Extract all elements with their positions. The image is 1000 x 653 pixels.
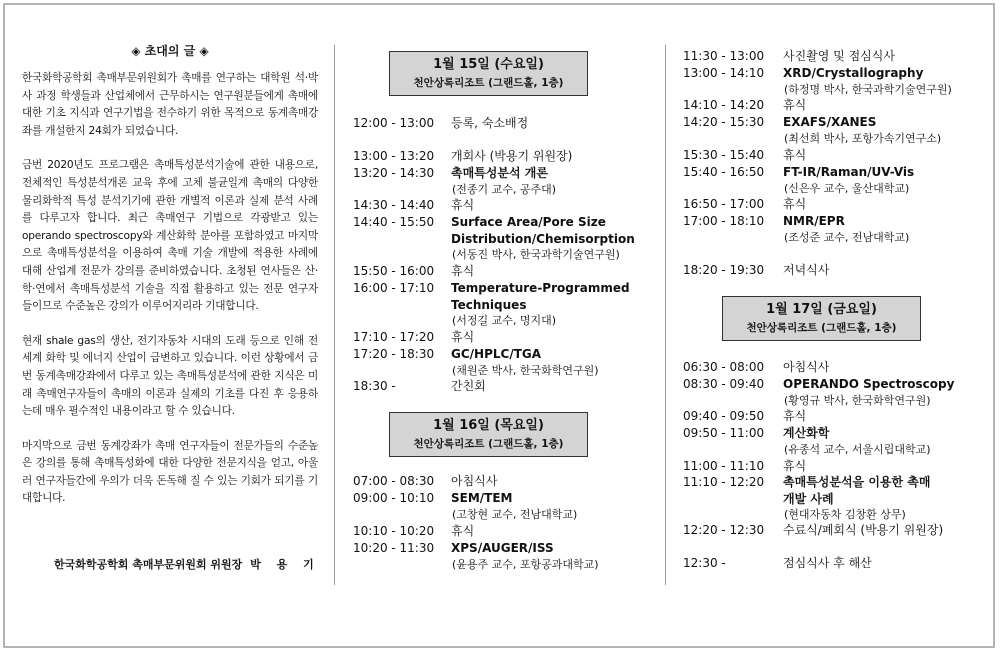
schedule-event: 휴식 (451, 330, 475, 344)
schedule-time: 15:30 - 15:40 (683, 148, 765, 162)
schedule-time: 17:10 - 17:20 (353, 330, 435, 344)
schedule-event: OPERANDO Spectroscopy (783, 377, 955, 391)
schedule-event: 휴식 (451, 264, 475, 278)
schedule-time: 09:40 - 09:50 (683, 409, 765, 423)
schedule-event: 계산화학 (783, 426, 830, 440)
schedule-speaker: (고창현 교수, 전남대학교) (452, 507, 578, 521)
schedule-event: 휴식 (783, 197, 807, 211)
day-venue: 천안상록리조트 (그랜드홀, 1층) (746, 322, 897, 334)
schedule-time: 15:40 - 16:50 (683, 165, 765, 179)
schedule-event: 휴식 (783, 98, 807, 112)
schedule-time: 17:20 - 18:30 (353, 347, 435, 361)
schedule-event: 수료식/폐회식 (박용기 위원장) (783, 523, 944, 537)
schedule-time: 13:00 - 14:10 (683, 66, 765, 80)
schedule-event: 아침식사 (451, 474, 498, 488)
schedule-time: 10:10 - 10:20 (353, 524, 435, 538)
schedule-speaker: (조성준 교수, 전남대학교) (784, 230, 910, 244)
schedule-speaker: (서정길 교수, 명지대) (452, 314, 557, 327)
schedule-time: 18:20 - 19:30 (683, 263, 765, 277)
day-date: 1월 15일 (수요일) (433, 57, 544, 72)
day-header-2 (389, 412, 588, 457)
schedule-speaker: (서동진 박사, 한국과학기술연구원) (452, 248, 620, 261)
column-divider-1 (334, 45, 335, 585)
schedule-event: 휴식 (451, 198, 475, 212)
schedule-time: 10:20 - 11:30 (353, 541, 435, 555)
schedule-event: EXAFS/XANES (783, 115, 877, 129)
schedule-event: 휴식 (783, 148, 807, 162)
schedule-time: 11:00 - 11:10 (683, 459, 765, 473)
schedule-time: 14:40 - 15:50 (353, 215, 435, 229)
schedule-event: 개회사 (박용기 위원장) (451, 149, 573, 163)
schedule-time: 11:30 - 13:00 (683, 49, 765, 63)
schedule-event: 아침식사 (783, 360, 830, 374)
day-header-1 (389, 51, 588, 96)
schedule-event: FT-IR/Raman/UV-Vis (783, 165, 915, 179)
schedule-time: 08:30 - 09:40 (683, 377, 765, 391)
schedule-event: SEM/TEM (451, 491, 513, 505)
schedule-time: 12:30 - (683, 556, 726, 570)
schedule-event: Techniques (451, 297, 527, 312)
schedule-event: Distribution/Chemisorption (451, 231, 635, 246)
schedule-time: 09:50 - 11:00 (683, 426, 765, 440)
signature-org: 한국화학공학회 촉매부문위원회 위원장 (54, 558, 243, 571)
schedule-speaker: (전종기 교수, 공주대) (452, 182, 557, 196)
schedule-time: 13:20 - 14:30 (353, 166, 435, 180)
schedule-time: 16:00 - 17:10 (353, 281, 435, 295)
day-date: 1월 16일 (목요일) (433, 418, 544, 433)
schedule-time: 12:00 - 13:00 (353, 116, 435, 130)
schedule-event: NMR/EPR (783, 214, 845, 228)
schedule-event: 간친회 (451, 379, 486, 393)
schedule-time: 15:50 - 16:00 (353, 264, 435, 278)
schedule-event: Surface Area/Pore Size (451, 215, 606, 229)
invitation-paragraph: 한국화학공학회 촉매부문위원회가 촉매를 연구하는 대학원 석·박사 과정 학생들과 산업체에서 근무하시는 연구원분들에게 촉매에 대한 기초 지식과 연구기법을 전수하기 위한 목적으로 동계촉매강좌를 개설한지 24회가 되었습니다. (22, 72, 318, 137)
schedule-event: 촉매특성분석을 이용한 촉매 (783, 475, 931, 489)
column-divider-2 (665, 45, 666, 585)
schedule-event: 사진촬영 및 점심식사 (783, 49, 895, 63)
schedule-time: 12:20 - 12:30 (683, 523, 765, 537)
schedule-event: 휴식 (783, 459, 807, 473)
schedule-event: GC/HPLC/TGA (451, 347, 542, 361)
schedule-speaker: (유종석 교수, 서울시립대학교) (784, 442, 931, 456)
schedule-time: 14:10 - 14:20 (683, 98, 765, 112)
invitation-paragraph: 현재 shale gas의 생산, 전기자동차 시대의 도래 등으로 인해 전세계 화학 및 에너지 산업이 급변하고 있습니다. 이런 상황에서 금번 동계촉매강좌에서 다루고 있는 촉매특성분석에 관한 지식은 미래 촉매연구자들이 촉매의 이론과 실제의 기초를 다진 후 응용하는데 매우 필수적인 내용이라고 할 수 있습니다. (22, 334, 318, 418)
schedule-speaker: (신은우 교수, 울산대학교) (784, 181, 910, 195)
schedule-event: 휴식 (451, 524, 475, 538)
schedule-time: 06:30 - 08:00 (683, 360, 765, 374)
day-date: 1월 17일 (금요일) (766, 302, 877, 317)
schedule-time: 17:00 - 18:10 (683, 214, 765, 228)
invitation-paragraph: 마지막으로 금번 동계강좌가 촉매 연구자들이 전문가들의 수준높은 강의를 통해 촉매특성화에 대한 다양한 전문지식을 얻고, 아울러 연구자들간에 우의가 더욱 돈독해 질 수 있는 기회가 되기를 기대합니다. (22, 439, 318, 505)
schedule-event: 개발 사례 (783, 491, 834, 506)
schedule-time: 13:00 - 13:20 (353, 149, 435, 163)
schedule-time: 16:50 - 17:00 (683, 197, 765, 211)
schedule-time: 07:00 - 08:30 (353, 474, 435, 488)
schedule-event: 저녁식사 (783, 263, 830, 277)
schedule-time: 14:30 - 14:40 (353, 198, 435, 212)
schedule-time: 09:00 - 10:10 (353, 491, 435, 505)
day-venue: 천안상록리조트 (그랜드홀, 1층) (413, 438, 564, 450)
schedule-event: 휴식 (783, 409, 807, 423)
schedule-speaker: (현대자동차 김창환 상무) (784, 508, 906, 521)
schedule-speaker: (채원준 박사, 한국화학연구원) (452, 363, 599, 377)
schedule-time: 18:30 - (353, 379, 396, 393)
signature (54, 556, 320, 572)
invitation-title: ◈ 초대의 글 ◈ (131, 44, 209, 58)
invitation-section (22, 42, 318, 525)
schedule-speaker: (황영규 박사, 한국화학연구원) (784, 393, 931, 407)
schedule-time: 11:10 - 12:20 (683, 475, 765, 489)
schedule-speaker: (윤용주 교수, 포항공과대학교) (452, 557, 599, 571)
schedule-event: Temperature-Programmed (451, 281, 630, 295)
signature-name: 박 용 기 (250, 558, 320, 571)
invitation-paragraph: 금번 2020년도 프로그램은 촉매특성분석기술에 관한 내용으로, 전체적인 특성분석개론 교육 후에 고체 불균일계 촉매의 다양한 물리화학적 특성 분석기기에 관한 개별적 이론과 실제 분석 사례를 다루고자 합니다. 최근 촉매연구 기법으로 각광받고 있는 operando spectroscopy와 계산화학 분야를 포함하였고 마지막으로 촉매특성분석을 이용하여 촉매 기술 개발에 적용한 사례에 대해 산업계 전문가 강의를 준비하였습니다. 초청된 연사들은 산·학·연에서 촉매특성분석 기술을 직접 활용하고 있는 전문 연구자들이므로 수준높은 강의가 이루어지리라 기대합니다. (22, 159, 318, 313)
day-venue: 천안상록리조트 (그랜드홀, 1층) (413, 77, 564, 89)
schedule-speaker: (최선희 박사, 포항가속기연구소) (784, 131, 942, 145)
day-header-3 (722, 296, 921, 341)
schedule-event: 점심식사 후 해산 (783, 556, 872, 570)
schedule-speaker: (하정명 박사, 한국과학기술연구원) (784, 82, 952, 96)
schedule-event: XPS/AUGER/ISS (451, 541, 554, 555)
schedule-event: 촉매특성분석 개론 (451, 166, 548, 180)
schedule-event: 등록, 숙소배정 (451, 116, 529, 130)
schedule-event: XRD/Crystallography (783, 66, 924, 80)
schedule-time: 14:20 - 15:30 (683, 115, 765, 129)
